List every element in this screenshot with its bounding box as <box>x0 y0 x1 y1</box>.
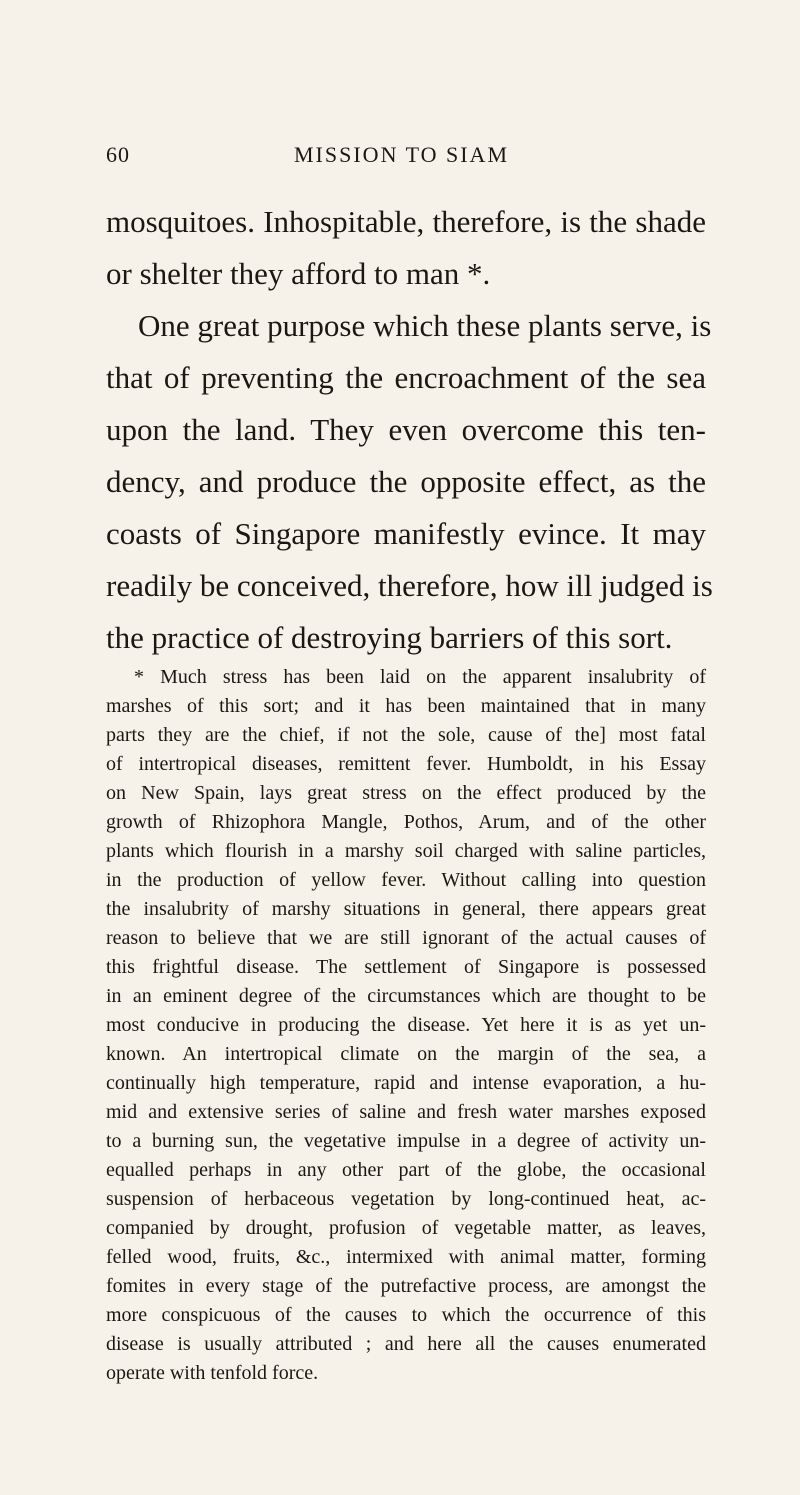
footnote-line: of intertropical diseases, remittent fever. Humboldt, in his Essay <box>106 753 706 775</box>
footnote-line: the insalubrity of marshy situations in general, there appears great <box>106 898 706 920</box>
footnote-line: continually high temperature, rapid and intense evaporation, a hu- <box>106 1072 706 1094</box>
main-text-line: or shelter they afford to man *. <box>106 256 491 291</box>
footnote-line: most conducive in producing the disease. Yet here it is as yet un- <box>106 1014 706 1036</box>
footnote-line: more conspicuous of the causes to which the occurrence of this <box>106 1304 706 1326</box>
footnote-line: in an eminent degree of the circumstances which are thought to be <box>106 985 706 1007</box>
footnote-line: plants which flourish in a marshy soil charged with saline particles, <box>106 840 706 862</box>
main-text-line: One great purpose which these plants serve, is <box>138 308 712 343</box>
footnote-line: fomites in every stage of the putrefactive process, are amongst the <box>106 1275 706 1297</box>
main-text-line: readily be conceived, therefore, how ill judged is <box>106 568 713 603</box>
footnote-line: to a burning sun, the vegetative impulse in a degree of activity un- <box>106 1130 706 1152</box>
footnote-line: this frightful disease. The settlement of Singapore is possessed <box>106 956 706 978</box>
footnote-line: on New Spain, lays great stress on the effect produced by the <box>106 782 706 804</box>
footnote <box>106 663 706 1388</box>
footnote-line: operate with tenfold force. <box>106 1362 319 1384</box>
main-text-line: upon the land. They even overcome this ten- <box>106 412 706 447</box>
page-header <box>106 142 706 170</box>
page-number: 60 <box>106 142 130 167</box>
footnote-line: reason to believe that we are still ignorant of the actual causes of <box>106 927 706 949</box>
main-text-line: coasts of Singapore manifestly evince. It may <box>106 516 706 551</box>
footnote-line: felled wood, fruits, &c., intermixed with animal matter, forming <box>106 1246 706 1268</box>
main-text <box>106 196 713 664</box>
running-title: MISSION TO SIAM <box>294 142 510 167</box>
footnote-line: parts they are the chief, if not the sole, cause of the] most fatal <box>106 724 706 746</box>
main-text-line: that of preventing the encroachment of the sea <box>106 360 706 395</box>
footnote-line: disease is usually attributed ; and here all the causes enumerated <box>106 1333 706 1355</box>
main-text-line: the practice of destroying barriers of this sort. <box>106 620 673 655</box>
footnote-line: in the production of yellow fever. Without calling into question <box>106 869 706 891</box>
footnote-line: equalled perhaps in any other part of the globe, the occasional <box>106 1159 706 1181</box>
main-text-line: dency, and produce the opposite effect, as the <box>106 464 706 499</box>
footnote-line: marshes of this sort; and it has been maintained that in many <box>106 695 706 717</box>
footnote-line: known. An intertropical climate on the margin of the sea, a <box>106 1043 706 1065</box>
footnote-line: * Much stress has been laid on the apparent insalubrity of <box>134 666 706 688</box>
footnote-line: growth of Rhizophora Mangle, Pothos, Arum, and of the other <box>106 811 706 833</box>
main-text-line: mosquitoes. Inhospitable, therefore, is the shade <box>106 204 706 239</box>
footnote-line: mid and extensive series of saline and fresh water marshes exposed <box>106 1101 706 1123</box>
footnote-line: companied by drought, profusion of vegetable matter, as leaves, <box>106 1217 706 1239</box>
footnote-line: suspension of herbaceous vegetation by long-continued heat, ac- <box>106 1188 706 1210</box>
